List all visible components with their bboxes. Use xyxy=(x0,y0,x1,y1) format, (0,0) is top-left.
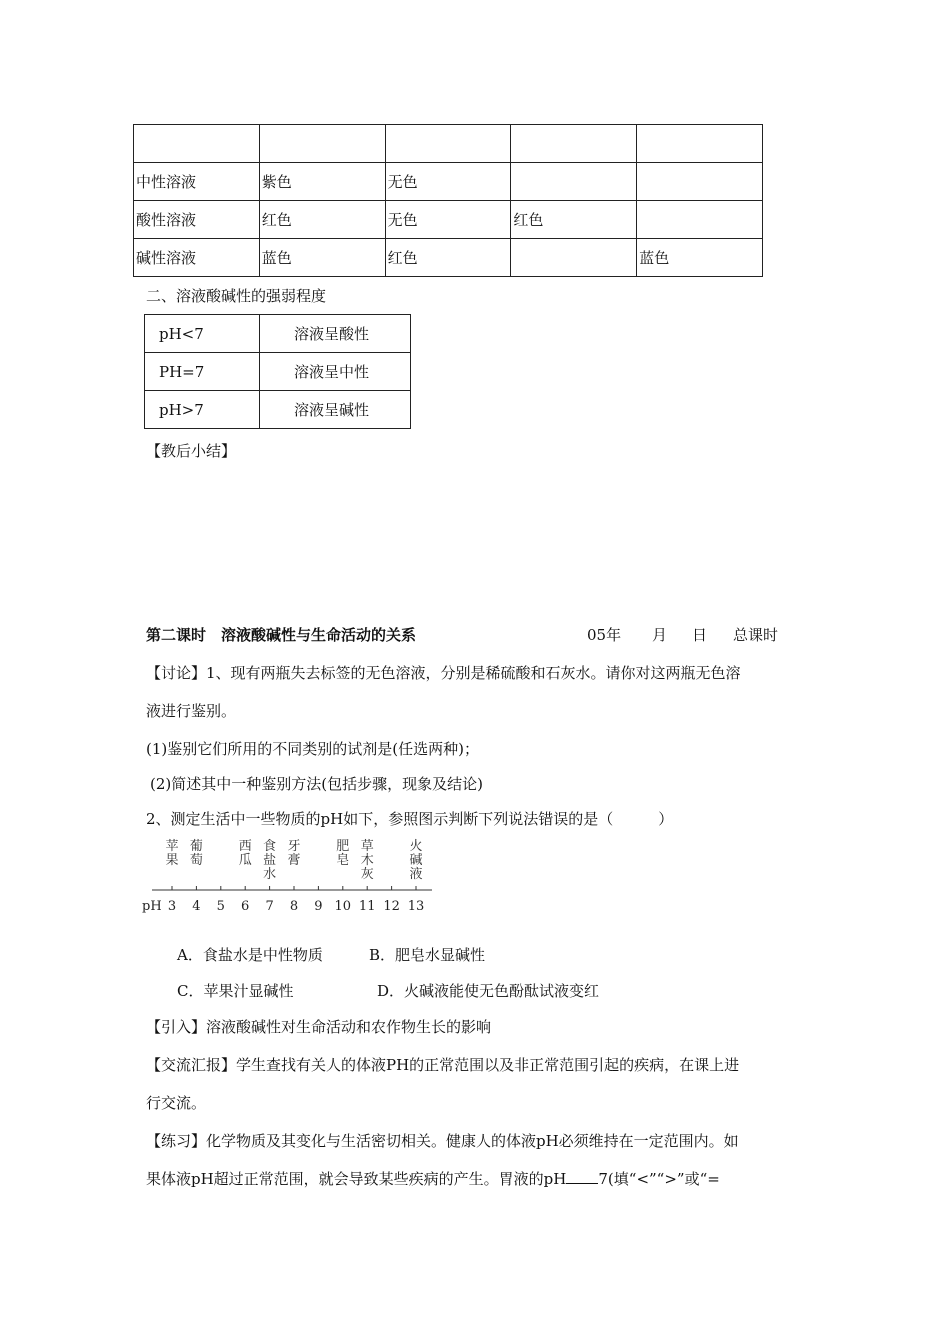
question2-stem: 2、测定生活中一些物质的pH如下，参照图示判断下列说法错误的是（ ） xyxy=(146,810,674,828)
table-cell: 无色 xyxy=(385,163,511,201)
lesson-year: 05年 xyxy=(587,626,622,644)
ph-tick-label: 9 xyxy=(314,899,323,914)
table-cell: 溶液呈中性 xyxy=(260,353,411,391)
table-cell xyxy=(385,125,511,163)
table-cell: 无色 xyxy=(385,201,511,239)
ph-tick-label: 4 xyxy=(192,899,201,914)
option-c: C．苹果汁显碱性 xyxy=(177,982,294,1000)
table-cell: 蓝色 xyxy=(259,239,385,277)
option-b: B．肥皂水显碱性 xyxy=(369,946,486,964)
table-cell: pH<7 xyxy=(145,315,260,353)
substance-label: 葡萄 xyxy=(189,839,203,868)
ph-tick-label: 11 xyxy=(358,899,376,914)
table-cell xyxy=(511,125,637,163)
lesson-day: 日 xyxy=(692,626,708,644)
table-cell: 碱性溶液 xyxy=(134,239,260,277)
ph-tick-label: 6 xyxy=(241,899,250,914)
substance-label: 西瓜 xyxy=(238,839,252,868)
table-cell xyxy=(511,163,637,201)
table-cell: 蓝色 xyxy=(637,239,763,277)
table-cell: 酸性溶液 xyxy=(134,201,260,239)
lesson-total: 总课时 xyxy=(733,626,779,644)
answer-blank[interactable] xyxy=(566,1169,598,1184)
indicator-table xyxy=(133,124,763,277)
discussion-q1: (1)鉴别它们所用的不同类别的试剂是(任选两种)； xyxy=(146,740,479,758)
table-cell: 中性溶液 xyxy=(134,163,260,201)
ph-tick-label: 7 xyxy=(265,899,274,914)
table-cell: 红色 xyxy=(259,201,385,239)
discussion-line2: 液进行鉴别。 xyxy=(146,702,237,720)
ph-tick-label: 8 xyxy=(289,899,299,914)
ph-tick-label: 5 xyxy=(216,899,225,914)
ph-tick-label: 3 xyxy=(167,899,177,914)
ph-tick-label: 12 xyxy=(383,899,400,914)
report-line2: 行交流。 xyxy=(146,1094,207,1112)
ph-tick-label: 10 xyxy=(334,899,352,914)
ph-table xyxy=(144,314,411,429)
substance-label: 草木灰 xyxy=(360,839,374,882)
table-cell xyxy=(259,125,385,163)
substance-label: 火碱液 xyxy=(409,839,423,882)
intro-line: 【引入】溶液酸碱性对生命活动和农作物生长的影响 xyxy=(146,1018,492,1036)
table-cell: pH>7 xyxy=(145,391,260,429)
section2-title: 二、溶液酸碱性的强弱程度 xyxy=(146,287,327,305)
ph-scale-label: pH xyxy=(142,899,162,914)
lesson-title: 第二课时 溶液酸碱性与生命活动的关系 xyxy=(146,626,417,644)
indicator-table-row xyxy=(134,125,763,163)
report-line1: 【交流汇报】学生查找有关人的体液PH的正常范围以及非正常范围引起的疾病，在课上进 xyxy=(146,1056,740,1074)
discussion-line1: 【讨论】1、现有两瓶失去标签的无色溶液，分别是稀硫酸和石灰水。请你对这两瓶无色溶 xyxy=(146,664,741,682)
table-cell: 紫色 xyxy=(259,163,385,201)
table-cell: 溶液呈酸性 xyxy=(260,315,411,353)
substance-label: 牙膏 xyxy=(287,839,301,868)
table-cell: 红色 xyxy=(385,239,511,277)
summary-label: 【教后小结】 xyxy=(146,442,237,460)
table-cell: 溶液呈碱性 xyxy=(260,391,411,429)
lesson-month: 月 xyxy=(652,626,668,644)
indicator-table-row xyxy=(134,163,763,201)
discussion-q2: (2)简述其中一种鉴别方法(包括步骤，现象及结论) xyxy=(150,775,483,793)
table-cell xyxy=(511,239,637,277)
ph-tick-label: 13 xyxy=(407,899,425,914)
ph-table-row xyxy=(145,315,411,353)
option-d: D．火碱液能使无色酚酞试液变红 xyxy=(377,982,600,1000)
practice-line2-part1: 果体液pH超过正常范围，就会导致某些疾病的产生。胃液的pH xyxy=(146,1170,567,1188)
table-cell xyxy=(637,163,763,201)
ph-scale-figure xyxy=(140,838,440,918)
practice-line1: 【练习】化学物质及其变化与生活密切相关。健康人的体液pH必须维持在一定范围内。如 xyxy=(146,1132,739,1150)
practice-line2-part2: 7(填“<”“>”或“= xyxy=(598,1170,720,1188)
option-a: A．食盐水是中性物质 xyxy=(177,946,323,964)
ph-table-row xyxy=(145,353,411,391)
substance-label: 苹果 xyxy=(165,839,179,868)
table-cell xyxy=(637,125,763,163)
ph-table-row xyxy=(145,391,411,429)
table-cell: PH=7 xyxy=(145,353,260,391)
indicator-table-row xyxy=(134,239,763,277)
substance-label: 肥皂 xyxy=(336,839,350,868)
table-cell xyxy=(134,125,260,163)
table-cell xyxy=(637,201,763,239)
table-cell: 红色 xyxy=(511,201,637,239)
practice-line2 xyxy=(146,1168,720,1189)
substance-label: 食盐水 xyxy=(263,839,277,882)
indicator-table-row xyxy=(134,201,763,239)
